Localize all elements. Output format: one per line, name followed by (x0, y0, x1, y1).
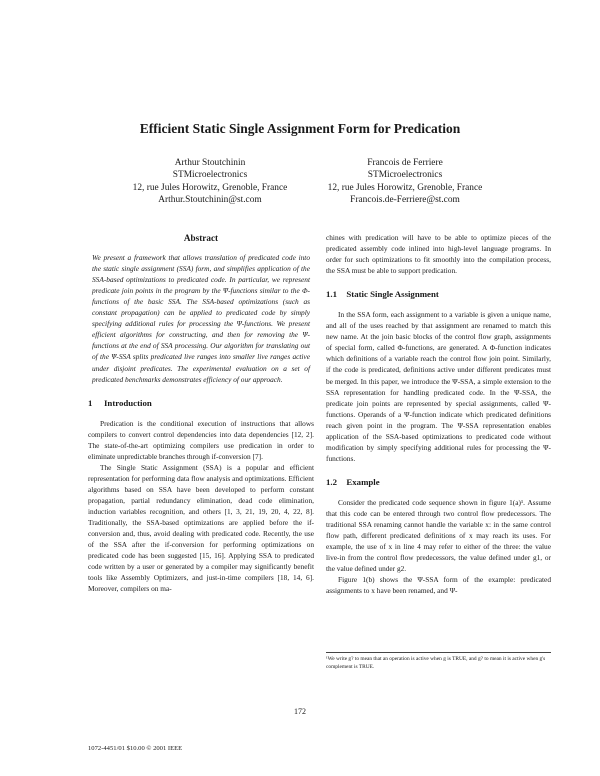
paper-title: Efficient Static Single Assignment Form for Predication (139, 121, 461, 136)
abstract-text: We present a framework that allows translation of predicated code into the static single assignment (SSA) form, and simplifies application of the SSA-based optimizations to predicated code. In particular, we represent predicate join points in the program by the Ψ-functions similar to the Φ-functions of the basic SSA. The SSA-based optimizations (such as constant propagation) can be applied to predicated code by simply specifying additional rules for processing the Ψ-functions. We present efficient algorithms for constructing, and then for removing the Ψ-functions at the end of SSA processing. Our algorithm for translating out of the Ψ-SSA splits predicated live ranges into smaller live ranges active under disjoint predicates. The experimental evaluation on a set of predicated benchmarks demonstrates efficiency of our approach. (92, 253, 310, 384)
section-heading-example (326, 477, 551, 488)
section-title: Introduction (104, 397, 152, 408)
right-column (326, 232, 551, 596)
intro-paragraph-2: The Single Static Assignment (SSA) is a popular and efficient representation for performing data flow analysis and optimizations. Efficient algorithms based on SSA have been developed to perform constant propagation, partial redundancy elimination, dead code elimination, induction variables recognition, and others [1, 3, 21, 19, 20, 4, 22, 8]. Traditionally, the SSA-based optimizations are applied before the if-conversion and, thus, avoid dealing with predicated code. Recently, the use of the SSA after the if-conversion for performing optimizations on predicated code has been suggested [15, 16]. Applying SSA to predicated code written by a user or generated by a compiler may significantly benefit tools like Assembly Optimizers, and just-in-time compilers [18, 14, 6]. Moreover, compilers on ma- (88, 462, 314, 594)
author-address: 12, rue Jules Horowitz, Grenoble, France (132, 182, 288, 193)
section-number: 1.1 (326, 289, 337, 300)
author-block-2 (290, 157, 520, 207)
section-heading-introduction (88, 398, 314, 409)
intro-paragraph-1: Predication is the conditional execution of instructions that allows compilers to convert control dependencies into data dependencies [12, 2]. The state-of-the-art optimizing compilers use predication in order to eliminate unpredictable branches through if-conversion [7]. (88, 418, 314, 461)
author-org: STMicroelectronics (367, 170, 443, 181)
section-number: 1 (88, 397, 93, 408)
continued-paragraph: chines with predication will have to be able to optimize pieces of the predicated assembly code inlined into high-level language programs. In order for such optimizations to fit smoothly into the compilation process, the SSA must be able to support predication. (326, 233, 551, 276)
author-name: Arthur Stoutchinin (174, 158, 246, 168)
author-email: Francois.de-Ferriere@st.com (350, 195, 460, 206)
section-heading-ssa (326, 289, 551, 300)
example-paragraph-2: Figure 1(b) shows the Ψ-SSA form of the example: predicated assignments to x have been renamed, and Ψ- (326, 575, 551, 596)
abstract-heading: Abstract (183, 233, 219, 243)
author-email: Arthur.Stoutchinin@st.com (158, 195, 262, 206)
section-title: Example (346, 476, 380, 487)
left-column (88, 233, 314, 594)
section-title: Static Single Assignment (346, 289, 439, 300)
ssa-paragraph: In the SSA form, each assignment to a variable is given a unique name, and all of the uses reached by that assignment are renamed to match this new name. At the join basic blocks of the control flow graph, assignments of special form, called Φ-functions, are generated. A Φ-function indicates which definitions of a variable reach the control flow join point. Similarly, if the code is predicated, definitions active under different predicates must be merged. In this paper, we introduce the Ψ-SSA, a simple extension to the SSA representation for handling predicated code. In the Ψ-SSA, the predicate join points are represented by special assignments, called Ψ-functions. Operands of a Ψ-function indicate which predicated definitions reach given point in the program. The Ψ-SSA representation enables application of the SSA-based optimizations to predicated code without modification by simply specifying additional rules for processing the Ψ-functions. (326, 310, 551, 463)
author-org: STMicroelectronics (172, 170, 248, 181)
copyright-line: 1072-4451/01 $10.00 © 2001 IEEE (88, 745, 183, 752)
author-name: Francois de Ferriere (367, 158, 443, 168)
author-address: 12, rue Jules Horowitz, Grenoble, France (327, 182, 483, 193)
footnote: ¹We write g? to mean that an operation is active when g is TRUE, and g? to mean it is active when g's complement is TRUE. (326, 652, 551, 671)
example-paragraph-1: Consider the predicated code sequence shown in figure 1(a)¹. Assume that this code can be entered through two control flow predecessors. The traditional SSA renaming cannot handle the variable x: in the same control flow path, different predicated definitions of x may reach its uses. For example, the use of x in line 4 may refer to either of the three: the value live-in from the control flow predecessors, the value defined under g1, or the value defined under g2. (326, 497, 551, 574)
page-number: 172 (294, 707, 306, 716)
section-number: 1.2 (326, 476, 337, 487)
